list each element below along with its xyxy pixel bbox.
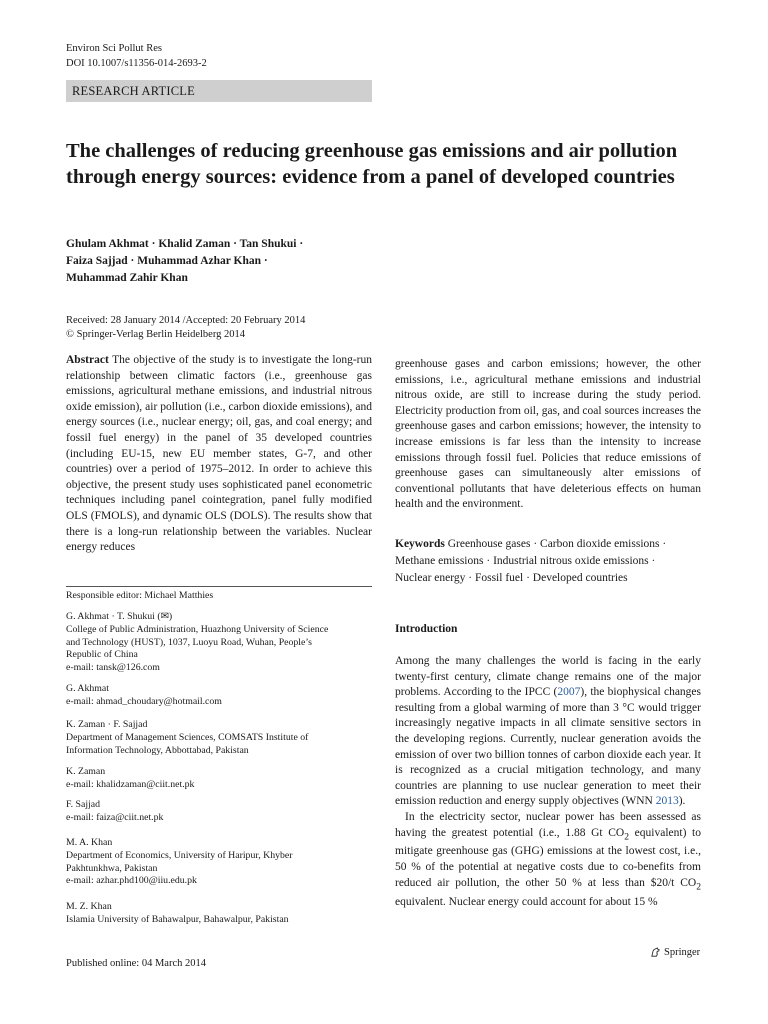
affiliation-line: M. A. Khan	[66, 837, 113, 848]
author[interactable]: Muhammad Zahir Khan	[66, 272, 188, 284]
publisher-name: Springer	[664, 947, 701, 958]
affiliation-block	[66, 799, 372, 825]
paper-title: The challenges of reducing greenhouse gas emissions and air pollution through energy sources: evidence from a panel of developed countries	[66, 140, 678, 188]
springer-horse-icon	[650, 947, 661, 958]
email-link[interactable]: e-mail: ahmad_choudary@hotmail.com	[66, 695, 222, 707]
affiliation-line: Department of Management Sciences, COMSATS Institute of	[66, 731, 309, 743]
affiliation-line: G. Akhmat	[66, 683, 109, 694]
paragraph: Among the many challenges the world is facing in the early twenty-first century, climate change remains one of the major problems. According to the IPCC (2007), the biophysical changes resulting from a global warming of more than 3 °C would trigger increasingly negative impacts in all climate sensitive sectors in the developing regions. Currently, nuclear generation avoids the emission of over two billion tonnes of carbon dioxide each year. It is recognized as a crucial mitigation technology, and many countries are planning to use nuclear generation to meet their emission reduction and energy supply objectives (WNN 2013).	[395, 655, 702, 808]
article-type-banner: RESEARCH ARTICLE	[66, 80, 372, 102]
citation-link[interactable]: 2007	[557, 686, 581, 699]
keywords-label: Keywords	[395, 538, 445, 550]
keyword: Greenhouse gases	[447, 538, 531, 550]
responsible-editor: Responsible editor: Michael Matthies	[66, 590, 214, 601]
affiliation-block	[66, 719, 372, 757]
keyword: Methane emissions	[395, 555, 484, 567]
affiliation-line: Department of Economics, University of Haripur, Khyber	[66, 849, 293, 861]
affiliation-line: Pakhtunkhwa, Pakistan	[66, 862, 158, 874]
article-dates	[66, 314, 305, 342]
journal-doi: DOI 10.1007/s11356-014-2693-2	[66, 58, 207, 69]
journal-header	[66, 41, 207, 71]
abstract-text: The objective of the study is to investigate the long-run relationship between climatic factors (i.e., greenhouse gas emissions, agricultural methane emissions, and industrial nitrous oxide emission), air pollution (i.e., carbon dioxide emissions), and energy sources (i.e., nuclear energy; oil, gas, and coal energy; and fossil fuel energy) in the panel of 35 developed countries (including EU-15, new EU member states, G-7, and other countries) over a period of 1975–2012. In order to achieve this objective, the present study uses sophisticated panel econometric techniques including panel cointegration, panel fully modified OLS (FMOLS), and dynamic OLS (DOLS). The results show that there is a long-run relationship between the variables. Nuclear energy reduces	[66, 354, 373, 554]
keywords: Keywords Greenhouse gases · Carbon dioxide emissions · Methane emissions · Industrial nitrous oxide emissions · Nuclear energy · Fossil fuel · Developed countries	[395, 538, 667, 584]
affiliation-line: Islamia University of Bahawalpur, Bahawalpur, Pakistan	[66, 913, 289, 925]
keyword: Fossil fuel	[474, 572, 524, 584]
email-link[interactable]: e-mail: khalidzaman@ciit.net.pk	[66, 778, 195, 790]
affiliation-line: K. Zaman	[66, 766, 106, 777]
affiliation-line: College of Public Administration, Huazhong University of Science	[66, 623, 329, 635]
email-link[interactable]: e-mail: tansk@126.com	[66, 662, 160, 674]
affiliation-block	[66, 837, 372, 888]
affiliation-line: K. Zaman · F. Sajjad	[66, 719, 148, 730]
author[interactable]: Khalid Zaman	[158, 238, 231, 250]
author[interactable]: Ghulam Akhmat	[66, 238, 149, 250]
published-online: Published online: 04 March 2014	[66, 958, 206, 969]
keyword: Nuclear energy	[395, 572, 466, 584]
email-link[interactable]: e-mail: faiza@ciit.net.pk	[66, 811, 164, 823]
journal-name: Environ Sci Pollut Res	[66, 43, 162, 54]
author-list: Ghulam Akhmat · Khalid Zaman · Tan Shukui · Faiza Sajjad · Muhammad Azhar Khan · Muhammad Zahir Khan	[66, 238, 304, 284]
affiliation-block	[66, 901, 372, 927]
copyright: © Springer-Verlag Berlin Heidelberg 2014	[66, 329, 246, 340]
keyword: Carbon dioxide emissions	[540, 538, 660, 550]
author[interactable]: Faiza Sajjad	[66, 255, 128, 267]
citation-link[interactable]: 2013	[655, 795, 679, 808]
affiliation-line: G. Akhmat · T. Shukui (✉)	[66, 611, 173, 622]
affiliation-block	[66, 766, 372, 792]
author[interactable]: Muhammad Azhar Khan	[137, 255, 262, 267]
paragraph: In the electricity sector, nuclear power has been assessed as having the greatest potential (i.e., 1.88 Gt $CO_2$ equivalent) to mitigate greenhouse gas (GHG) emissions at the lowest cost, i.e., 50 % of the potential at negative costs due to co-benefits from reduced air pollution, the other 50 % at less than $20/t $CO_2$ equivalent. Nuclear energy could account for about 15 %	[395, 810, 701, 908]
abstract-continued: greenhouse gases and carbon emissions; however, the other emissions, i.e., agricultural methane emissions and industrial nitrous oxide, are still to increase during the study period. Electricity production from oil, gas, and coal sources increases the greenhouse gases and carbon emissions; however, the intensity to increase emissions is far less than the intensity to increase emissions through fossil fuel. Policies that reduce emissions of greenhouse gases can simultaneously alter emissions of conventional pollutants that have deleterious effects on human health and the environment.	[395, 358, 701, 511]
affiliation-line: Republic of China	[66, 649, 138, 661]
affiliation-block	[66, 611, 372, 675]
keyword: Developed countries	[532, 572, 628, 584]
received-accepted: Received: 28 January 2014 /Accepted: 20 February 2014	[66, 315, 306, 326]
publisher-logo	[650, 947, 700, 958]
affiliation-line: Information Technology, Abbottabad, Pakistan	[66, 744, 249, 756]
affiliation-line: and Technology (HUST), 1037, Luoyu Road, Wuhan, People’s	[66, 636, 312, 648]
footnote-divider	[66, 586, 372, 587]
abstract	[66, 353, 372, 556]
affiliation-line: F. Sajjad	[66, 799, 101, 810]
author[interactable]: Tan Shukui	[239, 238, 297, 250]
abstract-label: Abstract	[66, 354, 109, 366]
section-heading-introduction: Introduction	[395, 623, 458, 635]
email-link[interactable]: e-mail: azhar.phd100@iiu.edu.pk	[66, 875, 197, 887]
introduction-body	[395, 654, 701, 910]
keyword: Industrial nitrous oxide emissions	[493, 555, 649, 567]
affiliation-line: M. Z. Khan	[66, 901, 112, 912]
affiliation-block	[66, 683, 372, 709]
